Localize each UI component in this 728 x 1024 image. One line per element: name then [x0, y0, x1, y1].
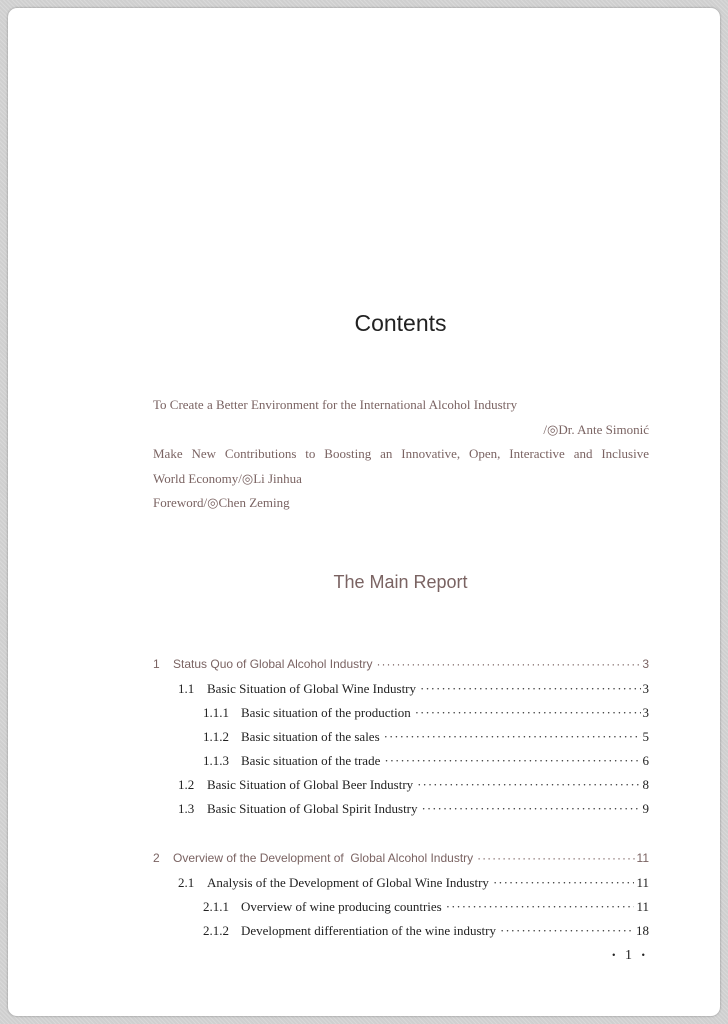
toc-leader-dots	[384, 729, 641, 745]
toc-entry[interactable]	[203, 899, 649, 919]
toc-entry[interactable]	[203, 753, 649, 773]
toc-entry-number: 2.1.1	[203, 899, 229, 914]
toc-entry[interactable]	[203, 923, 649, 943]
toc-entry-page: 11	[636, 851, 649, 865]
toc-entry-title: Basic situation of the sales	[241, 729, 380, 744]
toc-leader-dots	[446, 899, 635, 915]
bullet-dot-icon: •	[641, 950, 648, 962]
toc-entry[interactable]	[178, 875, 649, 895]
toc-entry[interactable]	[178, 681, 649, 701]
toc-entry-title: Basic situation of the production	[241, 705, 411, 720]
toc-entry-title: Status Quo of Global Alcohol Industry	[173, 657, 373, 671]
toc-entry[interactable]	[178, 801, 649, 821]
toc-entry-page: 6	[642, 753, 649, 768]
toc-entry-title: Overview of wine producing countries	[241, 899, 442, 914]
toc-entry-number: 2.1	[178, 875, 195, 890]
toc-leader-dots	[417, 777, 640, 793]
toc-entry-title: Development differentiation of the wine industry	[241, 923, 496, 938]
toc-entry-number: 1.1	[178, 681, 195, 696]
page-title: Contents	[354, 310, 447, 336]
toc-entry-title: Analysis of the Development of Global Wine Industry	[207, 875, 489, 890]
toc-entry[interactable]	[153, 851, 649, 871]
toc-entry-page: 8	[642, 777, 649, 792]
toc-entry-number: 2	[153, 851, 160, 865]
toc-entry-title: Basic Situation of Global Beer Industry	[207, 777, 414, 792]
toc-entry-number: 1.1.2	[203, 729, 229, 744]
toc-entry-title: Basic situation of the trade	[241, 753, 381, 768]
toc-leader-dots	[493, 875, 635, 891]
toc-entry-page: 5	[642, 729, 649, 744]
front-matter	[153, 393, 649, 516]
document-page	[8, 8, 720, 1016]
toc-entry[interactable]	[203, 729, 649, 749]
toc-leader-dots	[477, 851, 634, 865]
bullet-dot-icon: •	[611, 950, 619, 962]
toc-entry-page: 11	[636, 899, 649, 914]
toc-leader-dots	[415, 705, 641, 721]
toc-entry-title: Overview of the Development of Global Alcohol Industry	[173, 851, 474, 865]
toc-entry-number: 1.3	[178, 801, 195, 816]
toc-entry-page: 11	[636, 875, 649, 890]
toc-entry[interactable]	[178, 777, 649, 797]
toc-entry-title: Basic Situation of Global Spirit Industry	[207, 801, 418, 816]
toc-leader-dots	[500, 923, 634, 939]
toc-leader-dots	[420, 681, 640, 697]
toc-entry-number: 1.1.1	[203, 705, 229, 720]
toc-entry[interactable]	[203, 705, 649, 725]
toc-entry-number: 1.1.3	[203, 753, 229, 768]
toc-leader-dots	[384, 753, 640, 769]
page-number: 1	[624, 948, 635, 963]
toc-entry-number: 1.2	[178, 777, 195, 792]
toc-entry-page: 3	[642, 681, 649, 696]
front-matter-author: /◎Dr. Ante Simonić	[543, 421, 649, 437]
toc-entry-page: 3	[642, 657, 649, 671]
front-matter-line: To Create a Better Environment for the International Alcohol Industry	[153, 397, 518, 412]
toc-leader-dots	[376, 657, 640, 671]
toc-entry-page: 9	[642, 801, 649, 816]
front-matter-line: Foreword/◎Chen Zeming	[153, 495, 290, 510]
toc-entry-number: 2.1.2	[203, 923, 229, 938]
section-title: The Main Report	[333, 572, 468, 592]
toc-leader-dots	[422, 801, 641, 817]
front-matter-line: Make New Contributions to Boosting an Innovative, Open, Interactive and Inclusive	[153, 446, 649, 461]
toc-entry-page: 18	[636, 923, 649, 938]
front-matter-line: World Economy/◎Li Jinhua	[153, 470, 302, 486]
toc-entry-page: 3	[642, 705, 649, 720]
toc-entry-title: Basic Situation of Global Wine Industry	[207, 681, 417, 696]
page-number-footer	[612, 948, 648, 964]
toc-entry[interactable]	[153, 657, 649, 677]
toc-entry-number: 1	[153, 657, 160, 671]
